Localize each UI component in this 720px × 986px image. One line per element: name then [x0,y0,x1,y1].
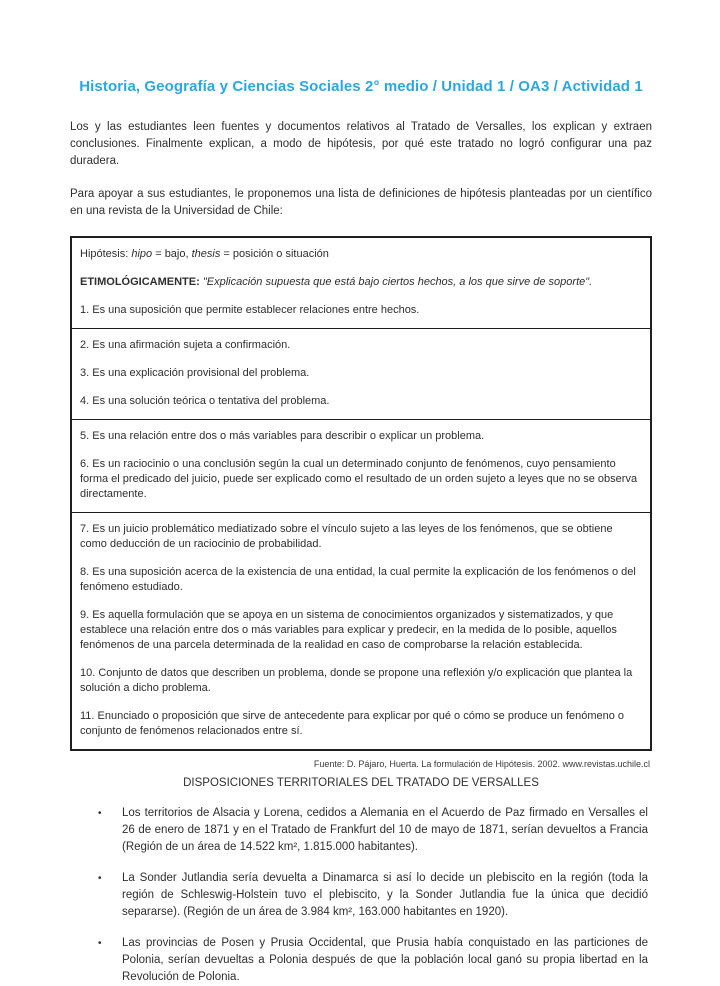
etymology-mid: = bajo, [152,248,192,260]
versailles-bullet-2 [98,870,652,921]
bullet-icon: • [98,808,102,819]
definition-item-8: 8. Es una suposición acerca de la existencia de una entidad, la cual permite la explicación de los fenómenos o del fenómeno estudiado. [80,566,636,593]
versailles-bullet-1-text: Los territorios de Alsacia y Lorena, cedidos a Alemania en el Acuerdo de Paz firmado en Versalles el 26 de enero de 1871 y en el Tratado de Frankfurt del 10 de mayo de 1871, serían devueltos a Francia (Región de un área de 14.522 km², 1.815.000 habitantes). [122,807,648,853]
definition-item-1: 1. Es una suposición que permite establecer relaciones entre hechos. [80,304,420,316]
definition-item-11: 11. Enunciado o proposición que sirve de antecedente para explicar por qué o cómo se produce un fenómeno o conjunto de fenómenos relacionados entre sí. [80,710,625,737]
etymology-quote: "Explicación supuesta que está bajo ciertos hechos, a los que sirve de soporte". [199,276,593,288]
definition-item-6: 6. Es un raciocinio o una conclusión según la cual un determinado conjunto de fenómenos, cuyo pensamiento forma el predicado del juicio, puede ser explicado como el resultado de un orden sujeto a leyes que no se observa directamente. [80,458,638,500]
bullet-icon: • [98,873,102,884]
versailles-section-heading: DISPOSICIONES TERRITORIALES DEL TRATADO DE VERSALLES [183,777,539,789]
versailles-bullet-list [70,805,652,986]
page-title: Historia, Geografía y Ciencias Sociales 2° medio / Unidad 1 / OA3 / Actividad 1 [79,78,643,95]
versailles-bullet-3 [98,935,652,986]
table-section-4 [72,513,650,749]
intro-paragraph-1: Los y las estudiantes leen fuentes y documentos relativos al Tratado de Versalles, los explican y extraen conclusiones. Finalmente explican, a modo de hipótesis, por qué este tratado no logró configurar una paz duradera. [70,121,652,167]
hypothesis-etymology-line [80,247,642,262]
definition-item-10: 10. Conjunto de datos que describen un problema, donde se propone una reflexión y/o explicación que plantea la solución a dicho problema. [80,667,633,694]
definition-item-4: 4. Es una solución teórica o tentativa del problema. [80,395,330,407]
versailles-bullet-3-text: Las provincias de Posen y Prusia Occidental, que Prusia había conquistado en las particiones de Polonia, serían devueltas a Polonia después de que la población local ganó su propia libertad en la Revolución de Polonia. [122,937,648,983]
definition-item-9: 9. Es aquella formulación que se apoya en un sistema de conocimientos organizados y sistematizados, y que establece una relación entre dos o más variables para explicar y predecir, en la medida de lo posible, aquellos fenómenos de una parcela determinada de la realidad en caso de comprobarse la relación establecida. [80,609,617,651]
definition-item-7: 7. Es un juicio problemático mediatizado sobre el vínculo sujeto a las leyes de los fenómenos, que se obtiene como deducción de un raciocinio de probabilidad. [80,523,613,550]
hypothesis-definitions-table [70,236,652,751]
versailles-bullet-1 [98,805,652,856]
bullet-icon: • [98,938,102,949]
definition-item-5: 5. Es una relación entre dos o más variables para describir o explicar un problema. [80,430,485,442]
versailles-bullet-2-text: La Sonder Jutlandia sería devuelta a Dinamarca si así lo decide un plebiscito en la región (toda la región de Schleswig-Holstein tuvo el plebiscito, y la Sonder Jutlandia fue la única que decidió separarse). (Región de un área de 3.984 km², 163.000 habitantes en 1920). [122,872,648,918]
etymology-label: ETIMOLÓGICAMENTE: [80,276,200,288]
etymology-lead: Hipótesis: [80,248,132,260]
etymology-definition-line [80,275,642,290]
table-section-2 [72,329,650,420]
etymology-tail: = posición o situación [220,248,329,260]
etymology-term-thesis: thesis [191,248,221,260]
source-citation: Fuente: D. Pájaro, Huerta. La formulación de Hipótesis. 2002. www.revistas.uchile.cl [313,759,650,769]
definition-item-3: 3. Es una explicación provisional del problema. [80,367,310,379]
table-section-1 [72,238,650,329]
definition-item-2: 2. Es una afirmación sujeta a confirmación. [80,339,291,351]
table-section-3 [72,420,650,513]
intro-paragraph-2: Para apoyar a sus estudiantes, le proponemos una lista de definiciones de hipótesis planteadas por un científico en una revista de la Universidad de Chile: [70,188,652,217]
etymology-term-hipo: hipo [131,248,153,260]
